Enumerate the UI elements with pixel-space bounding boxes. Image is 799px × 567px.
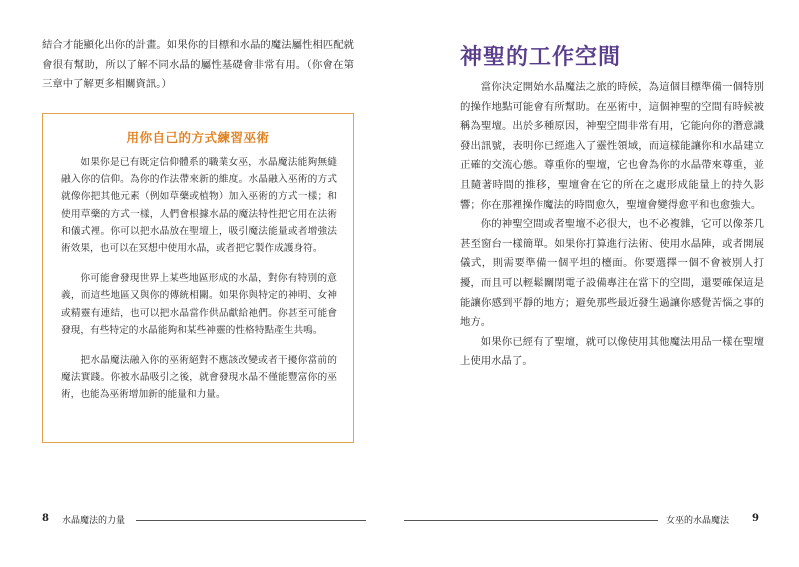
right-running-title: 女巫的水晶魔法 bbox=[666, 516, 730, 526]
sidebar-paragraph-2: 你可能會發現世界上某些地區形成的水晶，對你有特別的意義，而這些地區又與你的傳統相關。如果你與特定的神明、女神或精靈有連結，也可以把水晶當作供品獻給祂們。你甚至可能會發現，有些特定的水晶能夠和某些神靈的性格特點產生共鳴。 bbox=[61, 273, 337, 336]
sidebar-body bbox=[61, 154, 337, 417]
left-footer-rule bbox=[136, 520, 366, 521]
sidebar-paragraph-1: 如果你是已有既定信仰體系的職業女巫，水晶魔法能夠無縫融入你的信仰。為你的作法帶來新的維度。水晶融入巫術的方式就像你把其他元素（例如草藥或植物）加入巫術的方式一樣；和使用草藥的方式一樣，人們會根據水晶的魔法特性把它用在法術和儀式裡。你可以把水晶放在聖壇上，吸引魔法能量或者增強法術效果，也可以在冥想中使用水晶，或者把它製作成護身符。 bbox=[61, 157, 337, 255]
left-top-text bbox=[42, 36, 354, 95]
right-page-number: 9 bbox=[752, 513, 759, 524]
sidebar-box bbox=[42, 113, 354, 443]
section-title: 神聖的工作空間 bbox=[460, 45, 622, 70]
left-running-title: 水晶魔法的力量 bbox=[62, 516, 126, 526]
right-paragraph-1: 當你決定開始水晶魔法之旅的時候，為這個目標準備一個特別的操作地點可能會有所幫助。在巫術中，這個神聖的空間有時候被稱為聖壇。出於多種原因，神聖空間非常有用，它能向你的潛意識發出訊號，表明你已經進入了靈性領域，而這樣能讓你和水晶建立正確的交流心態。尊重你的聖壇，它也會為你的水晶帶來尊重，並且隨著時間的推移，聖壇會在它的所在之處形成能量上的持久影響；你在那裡操作魔法的時間愈久，聖壇會變得愈平和也愈強大。 bbox=[460, 81, 764, 211]
left-top-paragraph: 結合才能顯化出你的計畫。如果你的目標和水晶的魔法屬性相匹配就會很有幫助，所以了解不同水晶的屬性基礎會非常有用。（你會在第三章中了解更多相關資訊。） bbox=[42, 39, 354, 91]
right-paragraph-2: 你的神聖空間或者聖壇不必很大，也不必複雜，它可以像茶几甚至窗台一樣簡單。如果你打算進行法術、使用水晶陣，或者開展儀式，則需要準備一個平坦的檯面。你要選擇一個不會被別人打擾，而且可以輕鬆關閉電子設備專注在當下的空間，還要確保這是能讓你感到平靜的地方；避免那些最近發生過讓你感覺苦惱之事的地方。 bbox=[460, 218, 764, 329]
sidebar-paragraph-3: 把水晶魔法融入你的巫術絕對不應該改變或者干擾你當前的魔法實踐。你被水晶吸引之後，就會發現水晶不僅能豐富你的巫術，也能為巫術增加新的能量和力量。 bbox=[61, 355, 337, 401]
right-footer-rule bbox=[404, 520, 658, 521]
sidebar-title: 用你自己的方式練習巫術 bbox=[126, 130, 270, 145]
right-page bbox=[400, 0, 799, 567]
left-page-number: 8 bbox=[42, 513, 49, 524]
right-paragraph-3: 如果你已經有了聖壇，就可以像使用其他魔法用品一樣在聖壇上使用水晶了。 bbox=[460, 335, 764, 368]
right-body-text bbox=[460, 78, 764, 372]
